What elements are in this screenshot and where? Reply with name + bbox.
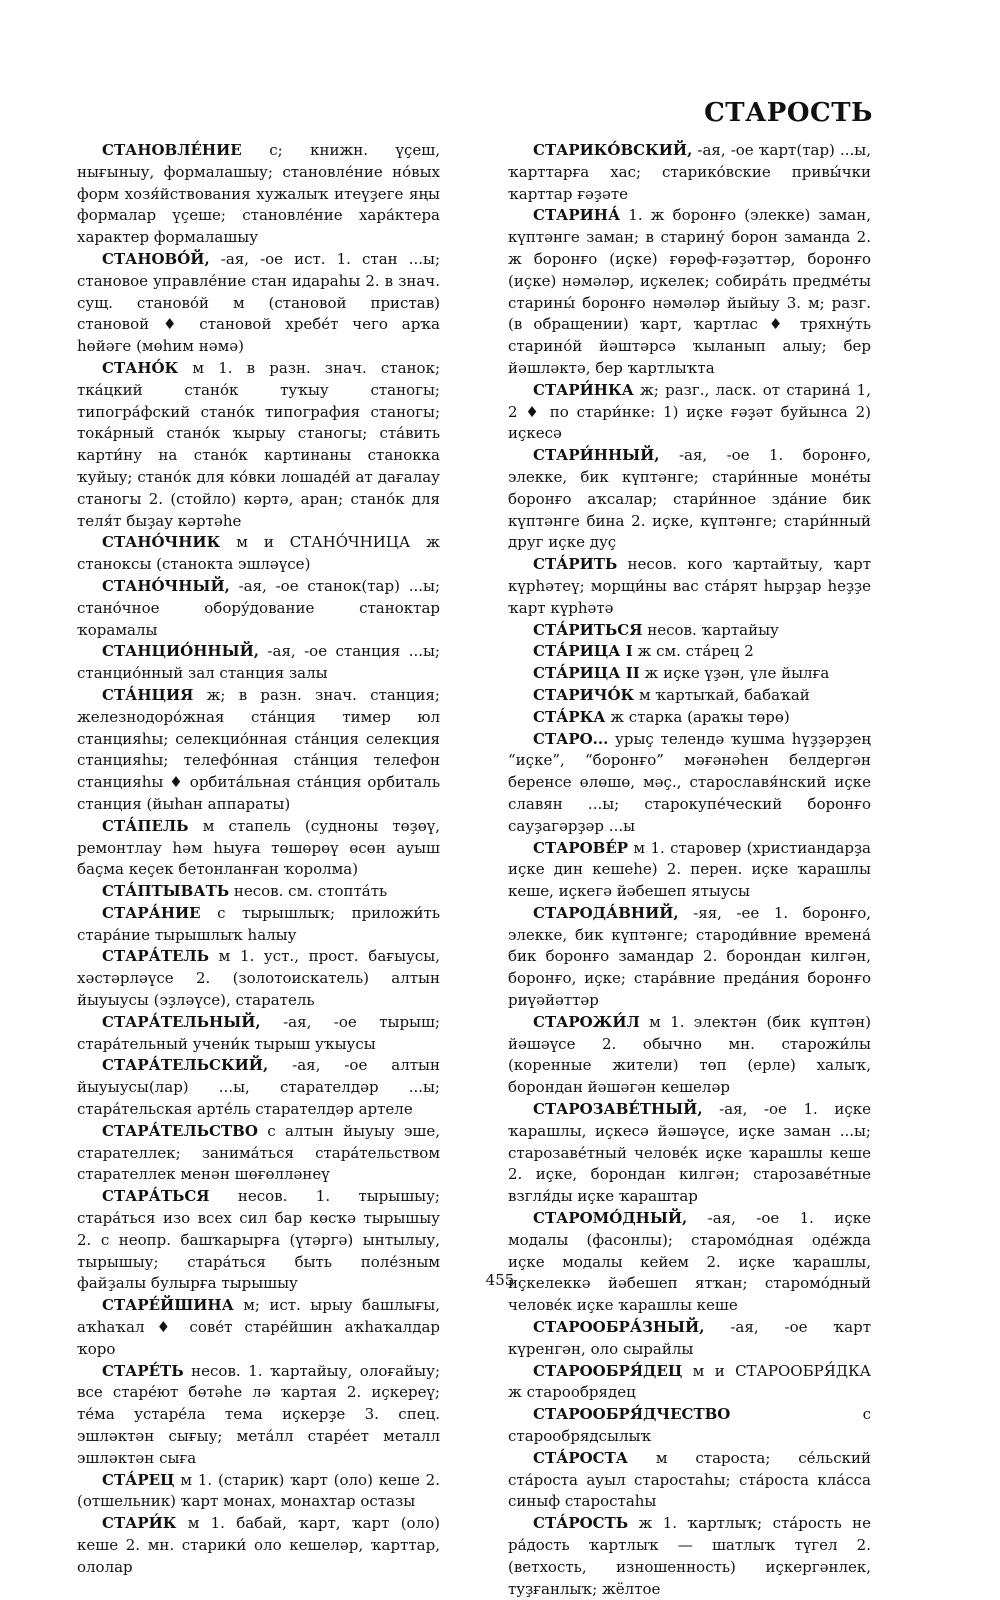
dictionary-entry — [508, 1317, 871, 1361]
entry-headword: СТАРООБРЯ́ДЕЦ — [533, 1361, 683, 1380]
dictionary-entry — [508, 380, 871, 445]
entry-headword: СТАРА́НИЕ — [102, 903, 201, 922]
entry-definition: несов. кого ҡартайтыу, ҡарт күрһәтеү; морщи́ны вас ста́рят һырҙар һеҙҙе ҡарт күрһәтә — [508, 555, 871, 617]
dictionary-entry — [508, 445, 871, 554]
dictionary-entry — [508, 620, 871, 642]
entry-headword: СТА́РИТЬСЯ — [533, 620, 643, 639]
entry-definition: -ая, -ое ҡарт(тар) ...ы, ҡарттарға хас; старико́вские привы́чки ҡарттар ғәҙәте — [508, 141, 871, 203]
dictionary-entry — [77, 1295, 440, 1360]
entry-headword: СТАРА́ТЕЛЬСКИЙ, — [102, 1056, 269, 1075]
entry-headword: СТАРА́ТЕЛЬСТВО — [102, 1121, 258, 1140]
dictionary-entry — [508, 729, 871, 838]
entry-headword: СТАРОЖИ́Л — [533, 1012, 640, 1031]
entry-definition: несов. см. стопта́ть — [229, 882, 388, 901]
dictionary-entry — [77, 1470, 440, 1514]
entry-definition: несов. 1. ҡартайыу, олоғайыу; все старе́ют бөтәһе лә ҡартая 2. иҫкереү; те́ма устаре́ла тема иҫкерҙе 3. спец. эшләктән сығыу; мета́лл старе́ет металл эшләктән сыға — [77, 1361, 440, 1467]
entry-headword: СТАРОМО́ДНЫЙ, — [533, 1209, 688, 1228]
entry-definition: ж; разг., ласк. от старина́ 1, 2 ♦ по стари́нке: 1) иҫке ғәҙәт буйынса 2) иҫкесә — [508, 380, 871, 443]
dictionary-entry — [77, 1361, 440, 1470]
entry-headword: СТАРА́ТЬСЯ — [102, 1187, 210, 1206]
entry-headword: СТАНОВЛЕ́НИЕ — [102, 141, 242, 159]
dictionary-entry — [77, 641, 440, 685]
entry-definition: -ая, -ое алтын йыуыусы(лар) ...ы, старателдәр ...ы; стара́тельская арте́ль старателдәр артеле — [77, 1056, 440, 1119]
dictionary-entry — [508, 205, 871, 379]
dictionary-entry — [508, 140, 871, 205]
entry-definition: -ая, -ое тырыш; стара́тельный учени́к тырыш уҡыусы — [77, 1012, 440, 1053]
entry-definition: с старообрядсылыҡ — [508, 1405, 871, 1446]
dictionary-entry — [77, 140, 440, 249]
entry-definition: несов. 1. тырышыу; стара́ться изо всех сил бар көсҡә тырышыу 2. с неопр. башҡарырға (үтәргә) ынтылыу, тырышыу; стара́ться быть поле́зным файҙалы булырға тырышыу — [77, 1187, 440, 1293]
entry-headword: СТА́РИТЬ — [533, 555, 618, 574]
dictionary-entry — [77, 903, 440, 947]
entry-definition: -яя, -ее 1. боронғо, элекке, бик күптәнге; староди́вние времена́ бик боронғо замандар 2. борондан килгән, боронғо, иҫке; стара́вние преда́ния боронғо риүәйәттәр — [508, 903, 871, 1010]
dictionary-entry — [77, 881, 440, 903]
entry-definition: ж см. ста́рец 2 — [632, 642, 754, 661]
entry-definition: м 1. (старик) ҡарт (оло) кеше 2. (отшельник) ҡарт монах, монахтар остазы — [77, 1470, 440, 1511]
entry-headword: СТАРЕ́ЙШИНА — [102, 1296, 234, 1315]
entry-headword: СТАНО́ЧНИК — [102, 533, 221, 552]
entry-headword: СТАРИКО́ВСКИЙ, — [533, 141, 693, 159]
entry-definition: с; книжн. үҫеш, нығыныу, формалашыу; становле́ние но́вых форм хозя́йствования хужалыҡ итеүҙеге яңы формалар үҫеше; становле́ние хара́ктера характер формалашыу — [77, 141, 440, 247]
left-column — [77, 140, 440, 1579]
dictionary-entry — [77, 532, 440, 576]
entry-definition: -ая, -ое 1. боронғо, элекке, бик күптәнге; стари́нные моне́ты боронғо аҡсалар; стари́нное зда́ние бик күптәнге бина 2. иҫке, күптәнге; стари́нный друг иҫке дуҫ — [508, 446, 871, 552]
entry-headword: СТА́НЦИЯ — [102, 685, 194, 704]
entry-headword: СТАРЕ́ТЬ — [102, 1361, 184, 1380]
entry-headword: СТАРОДА́ВНИЙ, — [533, 903, 679, 922]
entry-definition: м и СТАРООБРЯ́ДКА ж старообрядец — [508, 1361, 871, 1402]
entry-headword: СТАНО́ЧНЫЙ, — [102, 576, 230, 595]
dictionary-entry — [508, 1404, 871, 1448]
entry-headword: СТАРО... — [533, 729, 609, 748]
entry-headword: СТАРООБРЯ́ДЧЕСТВО — [533, 1405, 731, 1424]
entry-definition: м 1. в разн. знач. станок; тка́цкий стано́к туҡыу станогы; типогра́фский стано́к типография станогы; тока́рный стано́к ҡырыу станогы; ста́вить карти́ну на стано́к картинаны станокка ҡуйыу; стано́к для ко́вки лошаде́й ат дағалау станогы 2. (стойло) кәртә, аран; стано́к для теля́т быҙау кәртәһе — [77, 358, 440, 530]
entry-definition: -ая, -ое станция ...ы; станцио́нный зал станция залы — [77, 642, 440, 683]
entry-headword: СТА́РОСТЬ — [533, 1514, 629, 1533]
dictionary-entry — [508, 1208, 871, 1317]
entry-definition: м 1. уст., прост. бағыусы, хәстәрләүсе 2. (золотоискатель) алтын йыуыусы (эҙләүсе), старатель — [77, 947, 440, 1010]
entry-definition: м 1. электән (бик күптән) йәшәүсе 2. обычно мн. старожи́лы (коренные жители) төп (ерле) халыҡ, борондан йәшәгән кешеләр — [508, 1012, 871, 1097]
dictionary-entry — [77, 576, 440, 641]
entry-headword: СТАНОВО́Й, — [102, 249, 210, 268]
entry-headword: СТАРИ́ННЫЙ, — [533, 446, 660, 465]
dictionary-entry — [77, 946, 440, 1011]
entry-definition: м ҡартыҡай, бабаҡай — [634, 685, 810, 704]
entry-definition: 1. ж боронғо (элекке) заман, күптәнге заман; в старину́ борон заманда 2. ж боронғо (иҫке) ғөрөф-ғәҙәттәр, боронғо (иҫке) нәмәләр, иҫкелек; собира́ть предме́ты старины́ боронғо нәмәләр йыйыу 3. м; разг. (в обращении) ҡарт, ҡартлас ♦ тряхну́ть старино́й йәштәрсә ҡыланып алыу; бер йәшләктә, бер ҡартлыҡта — [508, 206, 871, 377]
entry-definition: с тырышлыҡ; приложи́ть стара́ние тырышлыҡ һалыу — [77, 903, 440, 944]
entry-headword: СТАРИЧО́К — [533, 685, 635, 704]
entry-headword: СТА́ПЕЛЬ — [102, 816, 189, 835]
dictionary-entry — [77, 816, 440, 881]
dictionary-entry — [508, 685, 871, 707]
dictionary-entry — [508, 903, 871, 1012]
dictionary-entry — [77, 1121, 440, 1186]
dictionary-entry — [508, 1361, 871, 1405]
entry-headword: СТАРООБРА́ЗНЫЙ, — [533, 1318, 705, 1337]
entry-definition: ж иҫке үҙән, үле йылға — [639, 664, 830, 683]
running-head: СТАРОСТЬ — [704, 98, 873, 128]
entry-definition: ж 1. ҡартлыҡ; ста́рость не ра́дость ҡартлыҡ — шатлыҡ түгел 2. (ветхость, изношенность) иҫкергәнлек, туҙғанлыҡ; жёлтое — [508, 1514, 871, 1598]
dictionary-entry — [508, 1012, 871, 1099]
entry-headword: СТА́РИЦА II — [533, 664, 640, 683]
dictionary-entry — [508, 641, 871, 663]
entry-definition: -ая, -ое станок(тар) ...ы; стано́чное обору́дование станоктар ҡорамалы — [77, 576, 440, 639]
entry-headword: СТАРИ́НКА — [533, 380, 634, 399]
entry-headword: СТА́РЕЦ — [102, 1470, 175, 1489]
entry-definition: м староста; се́льский ста́роста ауыл старостаһы; ста́роста кла́сса синыф старостаһы — [508, 1448, 871, 1511]
dictionary-entry — [77, 1513, 440, 1578]
entry-headword: СТАРА́ТЕЛЬНЫЙ, — [102, 1012, 261, 1031]
entry-definition: ж старка (араҡы төрө) — [605, 707, 790, 726]
entry-definition: -ая, -ое ист. 1. стан ...ы; становое управле́ние стан идараһы 2. в знач. сущ. станово́й м (становой пристав) становой ♦ становой хребе́т чего арҡа һөйәге (мөһим нәмә) — [77, 249, 440, 356]
dictionary-entry — [77, 1055, 440, 1120]
entry-definition: несов. ҡартайыу — [642, 620, 779, 639]
dictionary-entry — [77, 685, 440, 816]
entry-headword: СТАРИ́К — [102, 1514, 177, 1533]
entry-headword: СТА́РИЦА I — [533, 642, 633, 661]
entry-headword: СТА́РКА — [533, 707, 606, 726]
entry-headword: СТАРА́ТЕЛЬ — [102, 947, 210, 966]
dictionary-entry — [77, 358, 440, 532]
dictionary-entry — [508, 707, 871, 729]
dictionary-entry — [508, 1513, 871, 1600]
entry-headword: СТАНЦИО́ННЫЙ, — [102, 642, 259, 661]
dictionary-entry — [77, 249, 440, 358]
entry-definition: -ая, -ое ҡарт күренгән, оло сырайлы — [508, 1318, 871, 1358]
entry-headword: СТАРИНА́ — [533, 206, 621, 225]
entry-definition: с алтын йыуыу эше, старателлек; занима́ться стара́тельством старателлек менән шөғөлләнеү — [77, 1121, 440, 1184]
page-number: 455 — [485, 1271, 515, 1289]
dictionary-entry — [508, 554, 871, 619]
entry-definition: м; ист. ырыу башлығы, аҡһаҡал ♦ сове́т старе́йшин аҡһаҡалдар ҡоро — [77, 1296, 440, 1358]
dictionary-entry — [508, 1099, 871, 1208]
entry-headword: СТА́ПТЫВАТЬ — [102, 882, 230, 901]
dictionary-entry — [508, 838, 871, 903]
entry-headword: СТА́РОСТА — [533, 1448, 628, 1467]
dictionary-entry — [508, 663, 871, 685]
entry-definition: ж; в разн. знач. станция; железнодоро́жная ста́нция тимер юл станцияһы; селекцио́нная ста́нция селекция станцияһы; телефо́нная ста́нция телефон станцияһы ♦ орбита́льная ста́нция орбиталь станция (йыһан аппараты) — [77, 685, 440, 813]
entry-definition: м 1. бабай, ҡарт, ҡарт (оло) кеше 2. мн. старики́ оло кешеләр, ҡарттар, ололар — [77, 1514, 440, 1576]
dictionary-entry — [77, 1012, 440, 1056]
dictionary-entry — [508, 1448, 871, 1513]
entry-definition: м 1. старовер (христиандарҙа иҫке дин кешеһе) 2. перен. иҫке ҡарашлы кеше, иҫкегә йәбешеп ятыусы — [508, 838, 871, 901]
entry-headword: СТАНО́К — [102, 358, 179, 377]
entry-definition: -ая, -ое 1. иҫке модалы (фасонлы); старомо́дная оде́жда иҫке модалы кейем 2. иҫке ҡарашлы, иҫкелеккә йәбешеп ятҡан; старомо́дный челове́к иҫке ҡарашлы кеше — [508, 1209, 871, 1315]
entry-definition: м стапель (судноны төҙөү, ремонтлау һәм һыуға төшөрөү өсөн ауыш баҫма кеҫек бетонланған ҡоролма) — [77, 816, 440, 879]
entry-headword: СТАРОВЕ́Р — [533, 838, 629, 857]
entry-definition: урыҫ телендә ҡушма һүҙҙәрҙең “иҫке”, “боронғо” мәғәнәһен белдергән беренсе өлөшө, мәҫ., старославя́нский иҫке славян ...ы; старокупе́ческий боронғо сауҙагәрҙәр ...ы — [508, 729, 871, 835]
entry-definition: -ая, -ое 1. иҫке ҡарашлы, иҫкесә йәшәүсе, иҫке заман ...ы; старозаве́тный челове́к иҫке ҡарашлы кеше 2. иҫке, борондан килгән; старозаве́тные взгля́ды иҫке ҡараштар — [508, 1100, 871, 1206]
right-column — [508, 140, 871, 1600]
entry-headword: СТАРОЗАВЕ́ТНЫЙ, — [533, 1100, 703, 1119]
entry-definition: м и СТАНО́ЧНИЦА ж станоксы (станокта эшләүсе) — [77, 533, 440, 574]
